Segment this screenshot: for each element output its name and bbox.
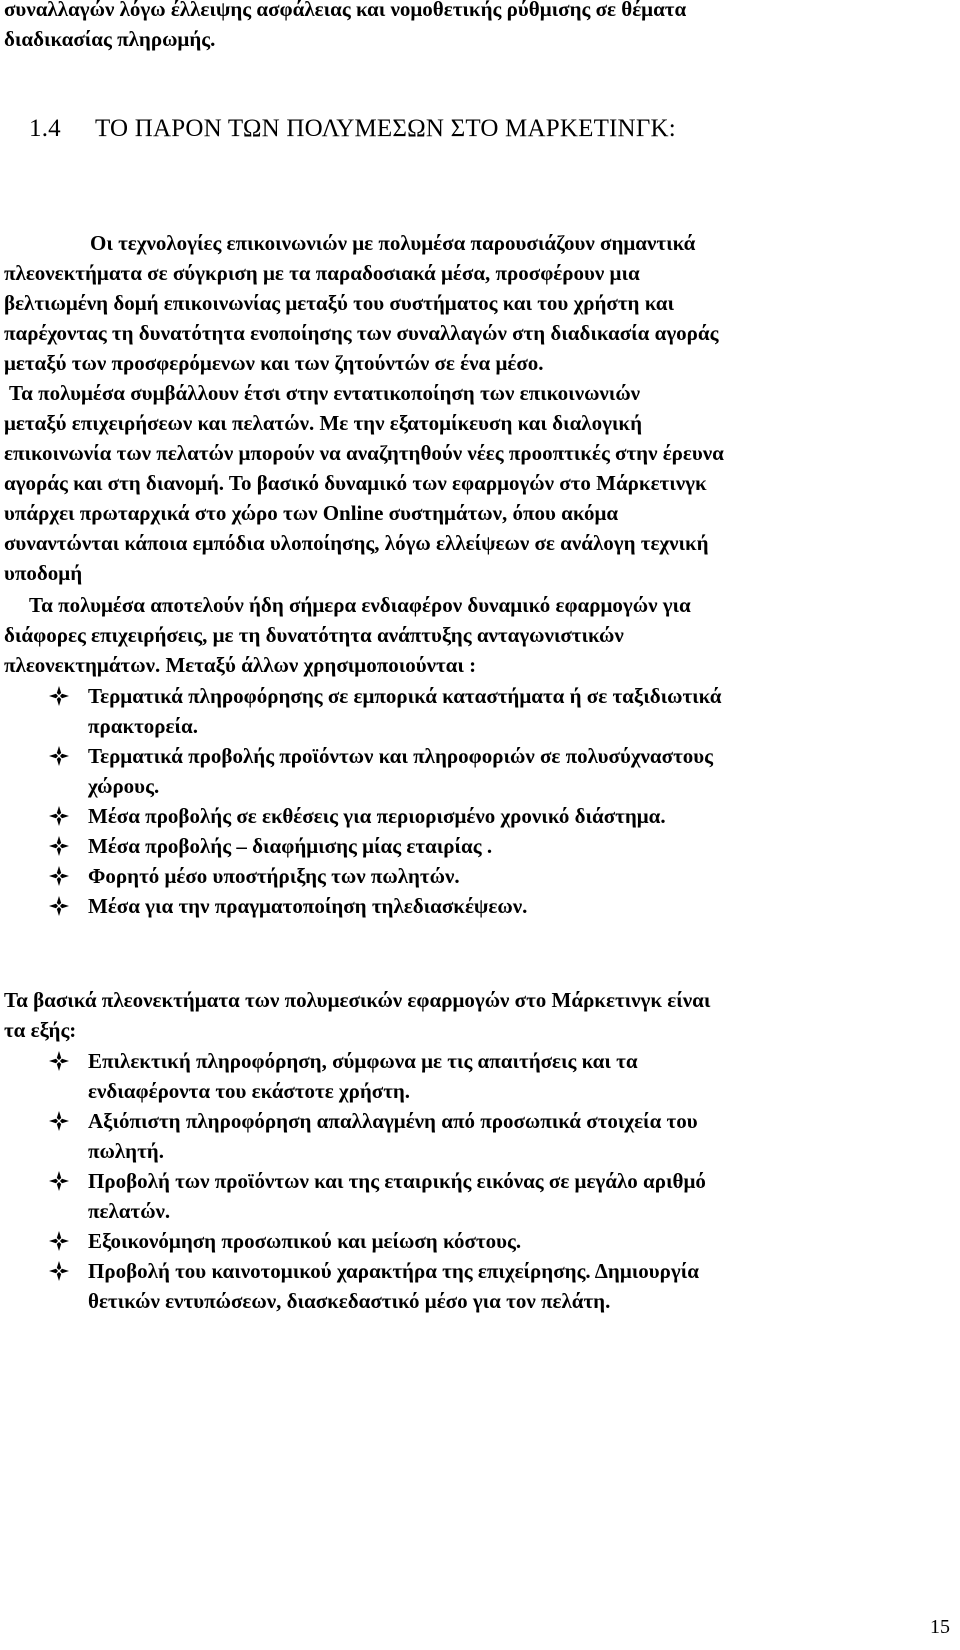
paragraph-line: Οι τεχνολογίες επικοινωνιών με πολυμέσα παρουσιάζουν σημαντικά	[90, 231, 696, 255]
page-number: 15	[930, 1616, 950, 1638]
four-diamond-star-icon	[48, 895, 70, 917]
list-item-continuation: πωλητή.	[88, 1139, 164, 1163]
list-item: Επιλεκτική πληροφόρηση, σύμφωνα με τις απαιτήσεις και τα	[88, 1049, 638, 1073]
list-item-continuation: πρακτορεία.	[88, 714, 198, 738]
list-item-continuation: χώρους.	[88, 774, 160, 798]
paragraph-line: Τα βασικά πλεονεκτήματα των πολυμεσικών εφαρμογών στο Μάρκετινγκ είναι	[4, 988, 711, 1012]
paragraph-line: τα εξής:	[4, 1018, 77, 1042]
four-diamond-star-icon	[48, 1110, 70, 1132]
intro-line: διαδικασίας πληρωμής.	[4, 27, 216, 51]
list-item: Τερματικά προβολής προϊόντων και πληροφοριών σε πολυσύχναστους	[88, 744, 714, 768]
section-title: ΤΟ ΠΑΡΟΝ ΤΩΝ ΠΟΛΥΜΕΣΩΝ ΣΤΟ ΜΑΡΚΕΤΙΝΓΚ:	[95, 115, 676, 142]
four-diamond-star-icon	[48, 1260, 70, 1282]
paragraph-line: υποδομή	[4, 561, 83, 585]
list-item-continuation: ενδιαφέροντα του εκάστοτε χρήστη.	[88, 1079, 411, 1103]
list-item: Εξοικονόμηση προσωπικού και μείωση κόστους.	[88, 1229, 522, 1253]
paragraph-line: παρέχοντας τη δυνατότητα ενοποίησης των συναλλαγών στη διαδικασία αγοράς	[4, 321, 719, 345]
paragraph-line: πλεονεκτημάτων. Μεταξύ άλλων χρησιμοποιούνται :	[4, 653, 477, 677]
four-diamond-star-icon	[48, 805, 70, 827]
four-diamond-star-icon	[48, 865, 70, 887]
paragraph-line: υπάρχει πρωταρχικά στο χώρο των Online συστημάτων, όπου ακόμα	[4, 501, 619, 525]
paragraph-line: επικοινωνία των πελατών μπορούν να αναζητηθούν νέες προοπτικές στην έρευνα	[4, 441, 724, 465]
list-item: Φορητό μέσο υποστήριξης των πωλητών.	[88, 864, 460, 888]
paragraph-line: βελτιωμένη δομή επικοινωνίας μεταξύ του συστήματος και του χρήστη και	[4, 291, 674, 315]
four-diamond-star-icon	[48, 1170, 70, 1192]
four-diamond-star-icon	[48, 745, 70, 767]
four-diamond-star-icon	[48, 685, 70, 707]
paragraph-line: πλεονεκτήματα σε σύγκριση με τα παραδοσιακά μέσα, προσφέρουν μια	[4, 261, 640, 285]
paragraph-line: Τα πολυμέσα αποτελούν ήδη σήμερα ενδιαφέρον δυναμικό εφαρμογών για	[29, 593, 691, 617]
paragraph-line: μεταξύ επιχειρήσεων και πελατών. Με την εξατομίκευση και διαλογική	[4, 411, 643, 435]
list-item: Μέσα προβολής – διαφήμισης μίας εταιρίας .	[88, 834, 493, 858]
list-item: Μέσα για την πραγματοποίηση τηλεδιασκέψεων.	[88, 894, 528, 918]
list-item: Μέσα προβολής σε εκθέσεις για περιορισμένο χρονικό διάστημα.	[88, 804, 666, 828]
four-diamond-star-icon	[48, 1230, 70, 1252]
list-item-continuation: πελατών.	[88, 1199, 171, 1223]
paragraph-line: συναντώνται κάποια εμπόδια υλοποίησης, λόγω ελλείψεων σε ανάλογη τεχνική	[4, 531, 709, 555]
paragraph-line: αγοράς και στη διανομή. Το βασικό δυναμικό των εφαρμογών στο Μάρκετινγκ	[4, 471, 707, 495]
section-number: 1.4	[29, 115, 61, 142]
list-item: Τερματικά πληροφόρησης σε εμπορικά καταστήματα ή σε ταξιδιωτικά	[88, 684, 722, 708]
four-diamond-star-icon	[48, 835, 70, 857]
list-item: Προβολή των προϊόντων και της εταιρικής εικόνας σε μεγάλο αριθμό	[88, 1169, 706, 1193]
four-diamond-star-icon	[48, 1050, 70, 1072]
list-item: Προβολή του καινοτομικού χαρακτήρα της επιχείρησης. Δημιουργία	[88, 1259, 699, 1283]
paragraph-line: μεταξύ των προσφερόμενων και των ζητούντών σε ένα μέσο.	[4, 351, 544, 375]
paragraph-line: Τα πολυμέσα συμβάλλουν έτσι στην εντατικοποίηση των επικοινωνιών	[9, 381, 641, 405]
list-item: Αξιόπιστη πληροφόρηση απαλλαγμένη από προσωπικά στοιχεία του	[88, 1109, 698, 1133]
list-item-continuation: θετικών εντυπώσεων, διασκεδαστικό μέσο για τον πελάτη.	[88, 1289, 611, 1313]
intro-line: συναλλαγών λόγω έλλειψης ασφάλειας και νομοθετικής ρύθμισης σε θέματα	[4, 0, 687, 21]
paragraph-line: διάφορες επιχειρήσεις, με τη δυνατότητα ανάπτυξης ανταγωνιστικών	[4, 623, 624, 647]
